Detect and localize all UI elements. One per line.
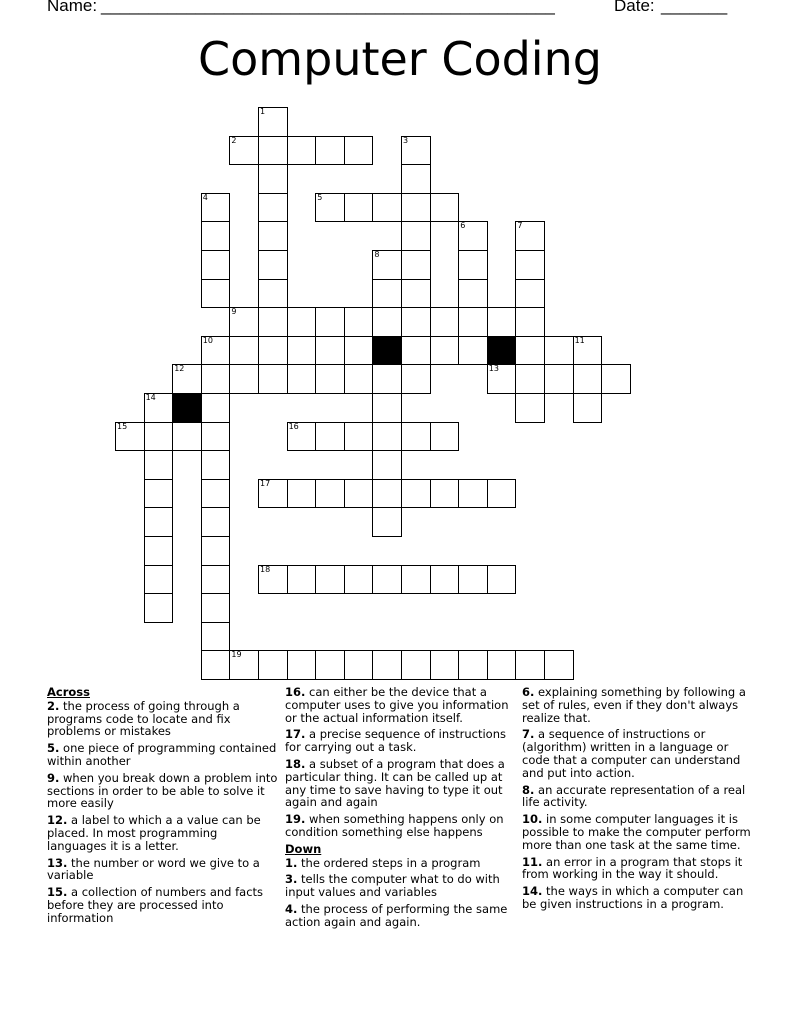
grid-cell[interactable]: [258, 164, 288, 194]
clue-text: an error in a program that stops it from working in the way it should.: [522, 854, 743, 882]
grid-cell[interactable]: [201, 336, 231, 366]
grid-cell[interactable]: [344, 479, 374, 509]
clue-text: a subset of a program that does a particular thing. It can be called up at any time to save having to type it out again and again: [285, 756, 505, 810]
grid-cell[interactable]: [144, 450, 174, 480]
grid-cell[interactable]: [258, 650, 288, 680]
grid-cell[interactable]: [258, 250, 288, 280]
clue-item: [522, 856, 754, 882]
grid-cell[interactable]: [258, 107, 288, 137]
grid-cell[interactable]: [258, 364, 288, 394]
grid-cell[interactable]: [372, 393, 402, 423]
clue-text: when you break down a problem into sections in order to be able to solve it more easily: [47, 770, 278, 811]
clue-number: 1.: [285, 855, 298, 870]
grid-cell[interactable]: [144, 593, 174, 623]
grid-cell[interactable]: [430, 565, 460, 595]
clue-text: the number or word we give to a variable: [47, 855, 260, 883]
grid-cell[interactable]: [573, 364, 603, 394]
grid-cell[interactable]: [258, 279, 288, 309]
grid-cell[interactable]: [515, 250, 545, 280]
grid-cell[interactable]: [229, 650, 259, 680]
grid-cell[interactable]: [258, 307, 288, 337]
grid-cell[interactable]: [258, 336, 288, 366]
grid-cell[interactable]: [315, 565, 345, 595]
grid-cell[interactable]: [144, 507, 174, 537]
clue-text: the ways in which a computer can be given instructions in a program.: [522, 884, 744, 911]
cell-number: 6: [460, 221, 466, 231]
clues-column-2: [285, 686, 510, 933]
clue-text: a sequence of instructions or (algorithm) written in a language or code that a computer can understand and put into action.: [522, 727, 741, 780]
grid-cell[interactable]: [372, 565, 402, 595]
clue-number: 12.: [47, 813, 68, 828]
grid-cell[interactable]: [315, 479, 345, 509]
grid-cell[interactable]: [201, 364, 231, 394]
grid-cell[interactable]: [487, 565, 517, 595]
cell-number: 4: [202, 192, 208, 202]
grid-cell[interactable]: [401, 565, 431, 595]
clue-text: an accurate representation of a real life activity.: [522, 782, 746, 810]
grid-cell[interactable]: [287, 479, 317, 509]
grid-cell[interactable]: [458, 221, 488, 251]
clue-text: can either be the device that a computer uses to give you information or the actual information itself.: [285, 685, 509, 725]
grid-cell[interactable]: [201, 450, 231, 480]
clue-text: the process of performing the same action again and again.: [285, 901, 508, 929]
grid-cell[interactable]: [401, 164, 431, 194]
cell-number: 15: [117, 421, 128, 431]
grid-cell[interactable]: [201, 622, 231, 652]
grid-cell[interactable]: [430, 479, 460, 509]
clue-item: [522, 784, 754, 810]
grid-cell[interactable]: [287, 364, 317, 394]
cell-number: 7: [517, 221, 523, 231]
clue-item: [285, 903, 510, 929]
clue-text: a label to which a a value can be placed. In most programming languages it is a letter.: [47, 813, 261, 853]
grid-cell[interactable]: [201, 221, 231, 251]
name-label: Name:: [47, 0, 98, 15]
grid-cell[interactable]: [258, 136, 288, 166]
grid-cell[interactable]: [344, 193, 374, 223]
clue-number: 18.: [285, 756, 306, 771]
grid-cell[interactable]: [573, 336, 603, 366]
cell-number: 5: [317, 192, 323, 202]
cell-number: 3: [403, 135, 409, 145]
clue-number: 3.: [285, 872, 298, 887]
grid-cell[interactable]: [201, 507, 231, 537]
grid-cell[interactable]: [372, 193, 402, 223]
clue-number: 14.: [522, 884, 543, 899]
grid-cell[interactable]: [287, 336, 317, 366]
clue-number: 11.: [522, 854, 543, 869]
clue-number: 10.: [522, 812, 543, 827]
grid-cell[interactable]: [372, 250, 402, 280]
grid-cell[interactable]: [401, 336, 431, 366]
grid-cell[interactable]: [201, 250, 231, 280]
grid-cell[interactable]: [401, 422, 431, 452]
grid-cell[interactable]: [344, 565, 374, 595]
cell-number: 16: [288, 421, 299, 431]
grid-cell[interactable]: [201, 193, 231, 223]
grid-cell[interactable]: [372, 479, 402, 509]
grid-cell[interactable]: [401, 250, 431, 280]
clue-number: 5.: [47, 741, 60, 756]
grid-cell[interactable]: [287, 565, 317, 595]
grid-cell[interactable]: [258, 565, 288, 595]
grid-cell[interactable]: [487, 307, 517, 337]
cell-number: 13: [488, 364, 499, 374]
cell-number: 14: [145, 393, 156, 402]
clue-item: [285, 728, 510, 754]
grid-cell[interactable]: [287, 650, 317, 680]
grid-cell[interactable]: [515, 307, 545, 337]
grid-cell[interactable]: [201, 650, 231, 680]
grid-cell[interactable]: [315, 650, 345, 680]
grid-cell[interactable]: [401, 136, 431, 166]
name-blank[interactable]: ________________________________________________: [101, 0, 555, 15]
grid-block: [172, 393, 202, 423]
grid-cell[interactable]: [401, 479, 431, 509]
grid-cell[interactable]: [601, 364, 631, 394]
grid-cell[interactable]: [401, 650, 431, 680]
grid-cell[interactable]: [229, 336, 259, 366]
grid-cell[interactable]: [515, 650, 545, 680]
across-heading: Across: [47, 685, 90, 699]
cell-number: 1: [260, 107, 266, 116]
clue-item: [47, 700, 279, 738]
grid-cell[interactable]: [315, 193, 345, 223]
cell-number: 12: [174, 364, 185, 374]
clue-number: 8.: [522, 782, 535, 797]
clue-number: 2.: [47, 698, 60, 713]
clue-item: [47, 857, 279, 883]
grid-cell[interactable]: [515, 336, 545, 366]
grid-cell[interactable]: [144, 565, 174, 595]
clue-number: 7.: [522, 727, 535, 742]
grid-cell[interactable]: [515, 221, 545, 251]
grid-cell[interactable]: [573, 393, 603, 423]
grid-cell[interactable]: [544, 650, 574, 680]
cell-number: 18: [260, 564, 271, 574]
grid-cell[interactable]: [315, 422, 345, 452]
grid-cell[interactable]: [229, 136, 259, 166]
cell-number: 19: [231, 650, 242, 660]
grid-cell[interactable]: [458, 279, 488, 309]
grid-cell[interactable]: [515, 393, 545, 423]
grid-cell[interactable]: [458, 565, 488, 595]
grid-cell[interactable]: [458, 336, 488, 366]
grid-cell[interactable]: [201, 536, 231, 566]
grid-cell[interactable]: [315, 336, 345, 366]
clue-item: [47, 742, 279, 768]
clue-item: [522, 813, 754, 851]
grid-cell[interactable]: [430, 193, 460, 223]
grid-cell[interactable]: [487, 650, 517, 680]
grid-cell[interactable]: [515, 279, 545, 309]
grid-cell[interactable]: [344, 650, 374, 680]
grid-cell[interactable]: [344, 307, 374, 337]
grid-cell[interactable]: [344, 136, 374, 166]
cell-number: 10: [202, 335, 213, 345]
clue-item: [47, 814, 279, 852]
down-heading: Down: [285, 841, 322, 856]
grid-cell[interactable]: [401, 221, 431, 251]
clue-item: [522, 728, 754, 779]
grid-cell[interactable]: [458, 650, 488, 680]
grid-cell[interactable]: [201, 422, 231, 452]
grid-cell[interactable]: [229, 364, 259, 394]
clue-number: 4.: [285, 901, 298, 916]
grid-cell[interactable]: [458, 250, 488, 280]
clue-number: 15.: [47, 885, 68, 900]
clue-text: a collection of numbers and facts before they are processed into information: [47, 885, 264, 925]
grid-cell[interactable]: [287, 136, 317, 166]
grid-cell[interactable]: [115, 422, 145, 452]
grid-cell[interactable]: [144, 536, 174, 566]
clues-column-3: [522, 686, 754, 915]
grid-cell[interactable]: [401, 364, 431, 394]
grid-cell[interactable]: [315, 364, 345, 394]
clue-text: a precise sequence of instructions for carrying out a task.: [285, 727, 506, 755]
grid-cell[interactable]: [401, 193, 431, 223]
grid-cell[interactable]: [458, 479, 488, 509]
grid-cell[interactable]: [372, 279, 402, 309]
grid-cell[interactable]: [430, 650, 460, 680]
clue-number: 19.: [285, 812, 306, 827]
grid-cell[interactable]: [258, 193, 288, 223]
grid-cell[interactable]: [344, 422, 374, 452]
clue-number: 13.: [47, 855, 68, 870]
grid-cell[interactable]: [430, 307, 460, 337]
clue-item: [285, 813, 510, 839]
clue-text: explaining something by following a set of rules, even if they don't always realize that.: [522, 685, 746, 725]
grid-block: [372, 336, 402, 366]
grid-cell[interactable]: [315, 136, 345, 166]
clue-item: [522, 885, 754, 911]
grid-cell[interactable]: [372, 450, 402, 480]
grid-cell[interactable]: [401, 279, 431, 309]
grid-cell[interactable]: [372, 307, 402, 337]
clue-number: 16.: [285, 685, 306, 699]
grid-cell[interactable]: [515, 364, 545, 394]
clue-item: [47, 772, 279, 810]
cell-number: 9: [231, 307, 237, 317]
clue-number: 9.: [47, 770, 60, 785]
page-title: Computer Coding: [198, 32, 602, 86]
date-label: Date:: [614, 0, 655, 15]
clue-number: 17.: [285, 727, 306, 742]
grid-cell[interactable]: [372, 422, 402, 452]
grid-cell[interactable]: [344, 364, 374, 394]
cell-number: 11: [574, 335, 585, 345]
clue-item: [285, 873, 510, 899]
grid-cell[interactable]: [201, 565, 231, 595]
grid-cell[interactable]: [172, 364, 202, 394]
clue-text: tells the computer what to do with input values and variables: [285, 872, 500, 900]
clue-item: [285, 758, 510, 809]
cell-number: 17: [260, 478, 271, 488]
clue-text: the process of going through a programs code to locate and fix problems or mistakes: [47, 698, 240, 739]
grid-cell[interactable]: [201, 593, 231, 623]
grid-cell[interactable]: [430, 336, 460, 366]
grid-cell[interactable]: [144, 422, 174, 452]
date-blank[interactable]: _______: [661, 0, 728, 15]
cell-number: 2: [231, 135, 237, 145]
grid-cell[interactable]: [430, 422, 460, 452]
grid-cell[interactable]: [401, 307, 431, 337]
grid-cell[interactable]: [372, 650, 402, 680]
grid-block: [487, 336, 517, 366]
grid-cell[interactable]: [144, 479, 174, 509]
grid-cell[interactable]: [144, 393, 174, 423]
cell-number: 8: [374, 250, 380, 259]
clue-item: [285, 857, 510, 870]
clue-item: [47, 886, 279, 924]
grid-cell[interactable]: [201, 479, 231, 509]
grid-cell[interactable]: [287, 307, 317, 337]
grid-cell[interactable]: [287, 422, 317, 452]
grid-cell[interactable]: [344, 336, 374, 366]
grid-cell[interactable]: [201, 279, 231, 309]
grid-cell[interactable]: [372, 507, 402, 537]
grid-cell[interactable]: [258, 479, 288, 509]
grid-cell[interactable]: [315, 307, 345, 337]
clue-number: 6.: [522, 685, 535, 699]
clues-column-1: [47, 686, 279, 929]
grid-cell[interactable]: [372, 364, 402, 394]
grid-cell[interactable]: [544, 364, 574, 394]
clue-item: [522, 686, 754, 724]
grid-cell[interactable]: [172, 422, 202, 452]
clue-item: [285, 686, 510, 724]
grid-cell[interactable]: [487, 364, 517, 394]
grid-cell[interactable]: [201, 393, 231, 423]
grid-cell[interactable]: [258, 221, 288, 251]
clue-text: in some computer languages it is possible to make the computer perform more than one task at the same time.: [522, 812, 751, 852]
clue-text: one piece of programming contained within another: [47, 741, 277, 768]
grid-cell[interactable]: [229, 307, 259, 337]
grid-cell[interactable]: [544, 336, 574, 366]
grid-cell[interactable]: [487, 479, 517, 509]
clue-text: when something happens only on condition something else happens: [285, 812, 504, 839]
clue-text: the ordered steps in a program: [297, 855, 481, 870]
grid-cell[interactable]: [458, 307, 488, 337]
